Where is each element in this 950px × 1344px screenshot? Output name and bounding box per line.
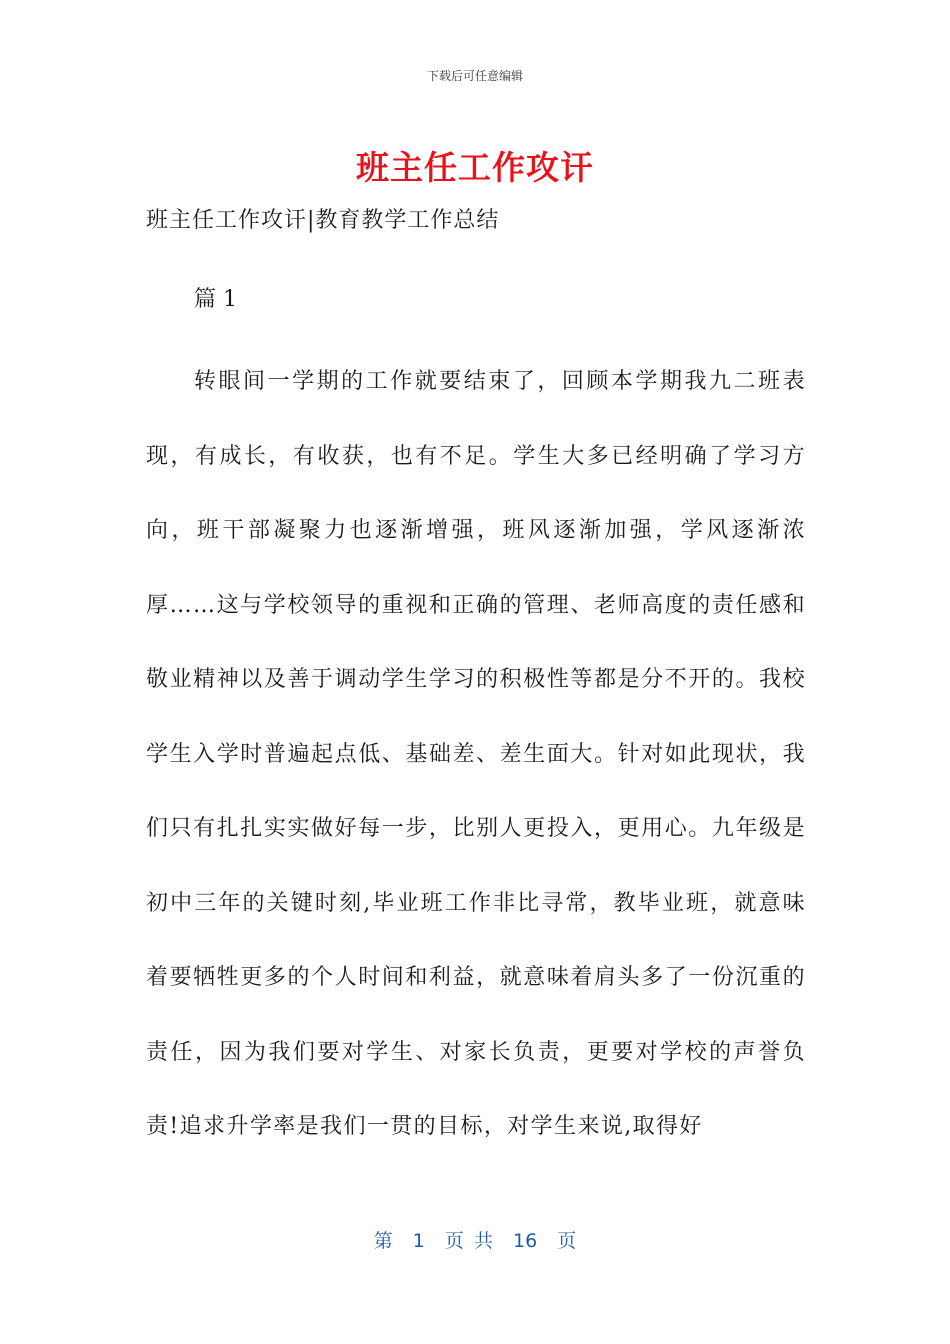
page-number-text: 第 1 页 共 16 页	[373, 1230, 577, 1252]
section-label: 篇 1	[194, 287, 237, 312]
page-header-note: 下载后可任意编辑	[426, 69, 523, 83]
document-title: 班主任工作攻讦	[356, 148, 594, 187]
body-paragraph: 转眼间一学期的工作就要结束了，回顾本学期我九二班表现，有成长，有收获，也有不足。学生大多已经明确了学习方向，班干部凝聚力也逐渐增强，班风逐渐加强，学风逐渐浓厚……这与学校领导的重视和正确的管理、老师高度的责任感和敬业精神以及善于调动学生学习的积极性等都是分不开的。我校学生入学时普遍起点低、基础差、差生面大。针对如此现状，我们只有扎扎实实做好每一步，比别人更投入，更用心。九年级是初中三年的关键时刻,毕业班工作非比寻常，教毕业班，就意味着要牺牲更多的个人时间和利益，就意味着肩头多了一份沉重的责任，因为我们要对学生、对家长负责，更要对学校的声誉负责!追求升学率是我们一贯的目标，对学生来说,取得好	[146, 369, 806, 1139]
document-subtitle: 班主任工作攻讦|教育教学工作总结	[146, 208, 500, 233]
page-footer	[0, 1226, 950, 1253]
